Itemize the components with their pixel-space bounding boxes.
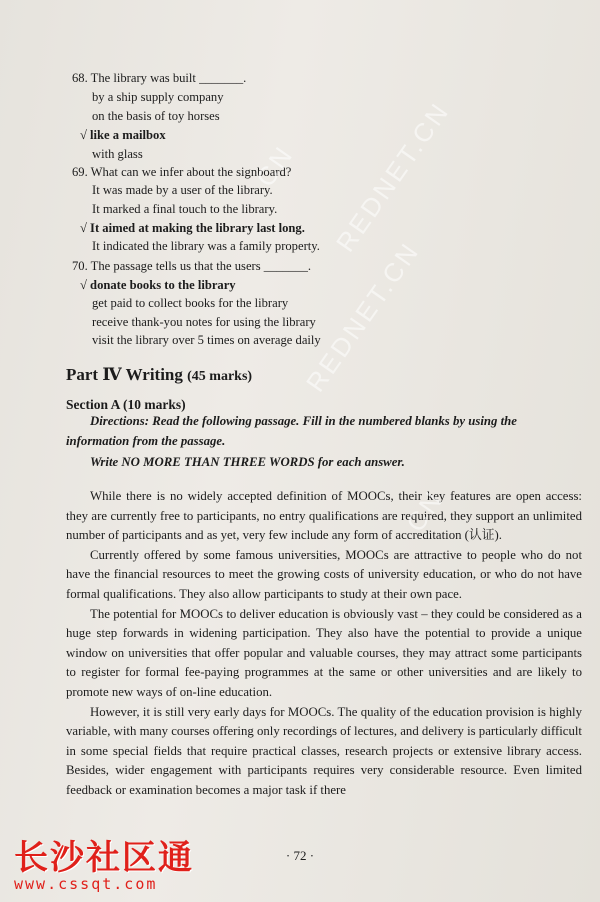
option-answer: √ like a mailbox <box>80 128 166 142</box>
question-stem: 69. What can we infer about the signboard? <box>72 165 292 179</box>
watermark: REDNET.CN <box>330 95 456 258</box>
directions-instruction: Write NO MORE THAN THREE WORDS for each answer. <box>90 455 405 469</box>
passage-paragraph-3: The potential for MOOCs to deliver education is obviously vast – they could be considered as a huge step forwards in widening participation. They also have the potential to provide a unique window on universities that offer popular and valuable courses, they may attract some participants to register for formal fee-paying programmes at the same or other universities and are likely to promote new ways of on-line education. <box>66 606 582 699</box>
directions-text: Directions: Read the following passage. Fill in the numbered blanks by using the information from the passage. <box>66 414 517 448</box>
option: by a ship supply company <box>92 90 224 104</box>
part-heading <box>66 365 252 385</box>
option: receive thank-you notes for using the library <box>92 315 316 329</box>
question-stem: 70. The passage tells us that the users _______. <box>72 259 312 273</box>
option: It indicated the library was a family property. <box>92 239 320 253</box>
passage-paragraph-4: However, it is still very early days for MOOCs. The quality of the education provision is highly variable, with many courses offering only recordings of lectures, and delivery is particularly difficult in some special fields that require practical classes, research projects or extensive library access. Besides, wider engagement with participants requires very considerable resource. Even limited feedback or examination becomes a major task if there <box>66 704 582 797</box>
option-answer: √ donate books to the library <box>80 278 236 292</box>
option: It marked a final touch to the library. <box>92 202 278 216</box>
option: It was made by a user of the library. <box>92 183 273 197</box>
passage <box>66 487 582 801</box>
section-heading: Section A (10 marks) <box>66 397 186 412</box>
part-title: Part Ⅳ Writing <box>66 365 183 384</box>
option: get paid to collect books for the library <box>92 296 289 310</box>
logo-text: 长沙社区通 <box>14 838 194 878</box>
watermark: CN <box>250 139 300 193</box>
page-number: · 72 · <box>285 848 315 863</box>
part-marks: (45 marks) <box>187 369 253 384</box>
option: visit the library over 5 times on average daily <box>92 333 321 347</box>
watermark: REDNET.CN <box>300 235 426 398</box>
site-logo <box>14 830 194 893</box>
option: with glass <box>92 147 143 161</box>
option: on the basis of toy horses <box>92 109 220 123</box>
passage-paragraph-2: Currently offered by some famous universities, MOOCs are attractive to people who do not have the financial resources to meet the growing costs of university education, or who do not have formal qualifications. They also allow participants to study at their own pace. <box>66 547 582 601</box>
option-answer: √ It aimed at making the library last long. <box>80 221 305 235</box>
watermark: CN <box>400 484 450 538</box>
logo-url: www.cssqt.com <box>14 875 158 893</box>
passage-paragraph-1: While there is no widely accepted definition of MOOCs, their key features are open access: they are currently free to participants, no entry qualifications are required, they support an unlimited number of participants and as yet, very few include any form of accreditation (认证). <box>66 489 582 543</box>
question-stem: 68. The library was built _______. <box>72 71 247 85</box>
